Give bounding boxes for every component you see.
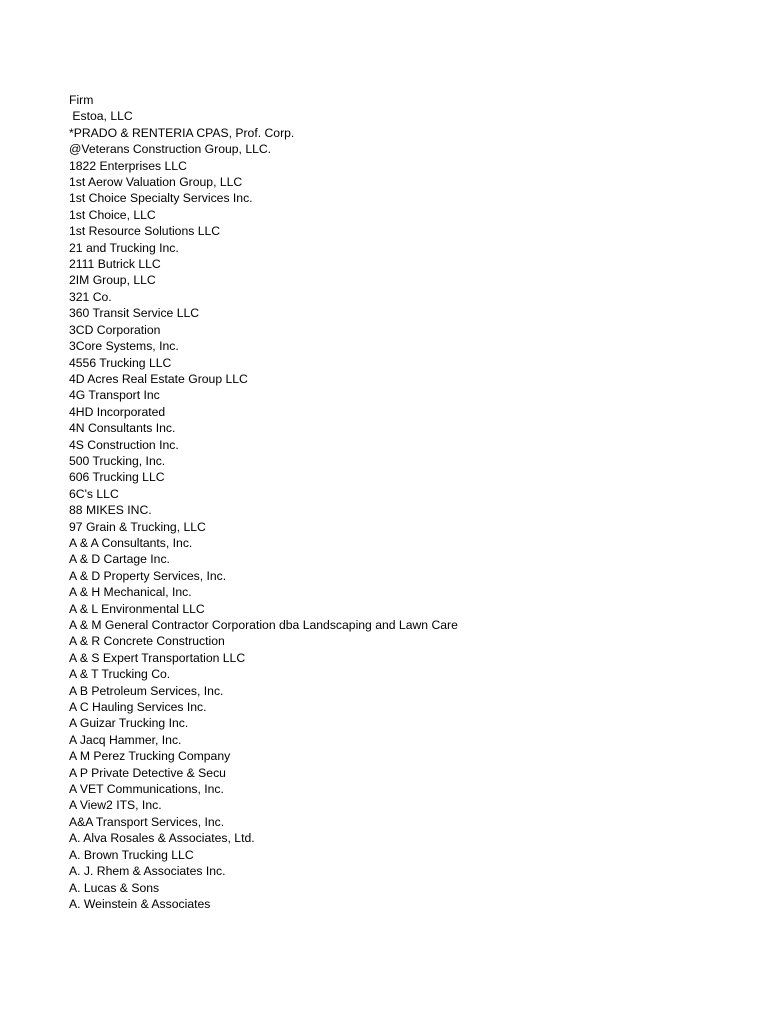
firm-list-item: A & H Mechanical, Inc. bbox=[69, 585, 192, 600]
firm-list-item: 21 and Trucking Inc. bbox=[69, 240, 179, 255]
firm-list-item: A. Alva Rosales & Associates, Ltd. bbox=[69, 831, 255, 846]
firm-list-item: 3Core Systems, Inc. bbox=[69, 339, 179, 354]
firm-list-item: *PRADO & RENTERIA CPAS, Prof. Corp. bbox=[69, 125, 295, 140]
firm-list-item: A&A Transport Services, Inc. bbox=[69, 814, 225, 829]
firm-list-item: 1st Resource Solutions LLC bbox=[69, 224, 221, 239]
firm-list-item: 97 Grain & Trucking, LLC bbox=[69, 519, 206, 534]
firm-list-item: 360 Transit Service LLC bbox=[69, 306, 200, 321]
firm-list-item: A & R Concrete Construction bbox=[69, 634, 225, 649]
firm-list-item: 4N Consultants Inc. bbox=[69, 421, 176, 436]
firm-list-item: A & S Expert Transportation LLC bbox=[69, 650, 246, 665]
firm-list-item: A. Weinstein & Associates bbox=[69, 896, 211, 911]
firm-list-item: A Jacq Hammer, Inc. bbox=[69, 732, 182, 747]
firm-list bbox=[69, 92, 458, 912]
firm-list-item: A C Hauling Services Inc. bbox=[69, 700, 207, 715]
firm-list-item: 2111 Butrick LLC bbox=[69, 257, 161, 272]
firm-list-item: A & D Cartage Inc. bbox=[69, 552, 170, 567]
firm-list-item: A VET Communications, Inc. bbox=[69, 782, 224, 797]
firm-list-item: A View2 ITS, Inc. bbox=[69, 798, 162, 813]
firm-list-item: 1st Choice, LLC bbox=[69, 207, 156, 222]
column-header: Firm bbox=[69, 93, 94, 107]
firm-list-item: A P Private Detective & Secu bbox=[69, 765, 226, 780]
firm-list-item: 4HD Incorporated bbox=[69, 404, 166, 419]
firm-list-item: 606 Trucking LLC bbox=[69, 470, 165, 485]
firm-list-item: A & T Trucking Co. bbox=[69, 667, 171, 682]
firm-list-item: 1822 Enterprises LLC bbox=[69, 158, 187, 173]
firm-list-item: @Veterans Construction Group, LLC. bbox=[69, 142, 272, 157]
firm-list-item: A. J. Rhem & Associates Inc. bbox=[69, 864, 226, 879]
firm-list-item: A M Perez Trucking Company bbox=[69, 749, 231, 764]
firm-list-item: 4D Acres Real Estate Group LLC bbox=[69, 371, 248, 386]
firm-list-item: A & L Environmental LLC bbox=[69, 601, 205, 616]
firm-list-item: A B Petroleum Services, Inc. bbox=[69, 683, 224, 698]
firm-list-item: 4G Transport Inc bbox=[69, 388, 160, 403]
firm-list-item: 2IM Group, LLC bbox=[69, 273, 156, 288]
firm-list-item: A & M General Contractor Corporation dba Landscaping and Lawn Care bbox=[69, 618, 458, 632]
firm-list-item: 500 Trucking, Inc. bbox=[69, 453, 166, 468]
firm-list-item: 6C's LLC bbox=[69, 486, 119, 501]
firm-list-item: A & A Consultants, Inc. bbox=[69, 535, 193, 550]
firm-list-item: 4S Construction Inc. bbox=[69, 437, 179, 452]
firm-list-item: 4556 Trucking LLC bbox=[69, 355, 172, 370]
firm-list-item: Estoa, LLC bbox=[69, 109, 133, 124]
firm-list-item: 3CD Corporation bbox=[69, 322, 161, 337]
firm-list-item: A. Lucas & Sons bbox=[69, 880, 160, 895]
firm-list-item: 1st Choice Specialty Services Inc. bbox=[69, 191, 253, 206]
firm-list-item: A & D Property Services, Inc. bbox=[69, 568, 227, 583]
firm-list-item: 321 Co. bbox=[69, 289, 112, 304]
firm-list-item: 1st Aerow Valuation Group, LLC bbox=[69, 175, 243, 190]
firm-list-item: 88 MIKES INC. bbox=[69, 503, 152, 518]
firm-list-item: A. Brown Trucking LLC bbox=[69, 847, 194, 862]
firm-list-item: A Guizar Trucking Inc. bbox=[69, 716, 189, 731]
